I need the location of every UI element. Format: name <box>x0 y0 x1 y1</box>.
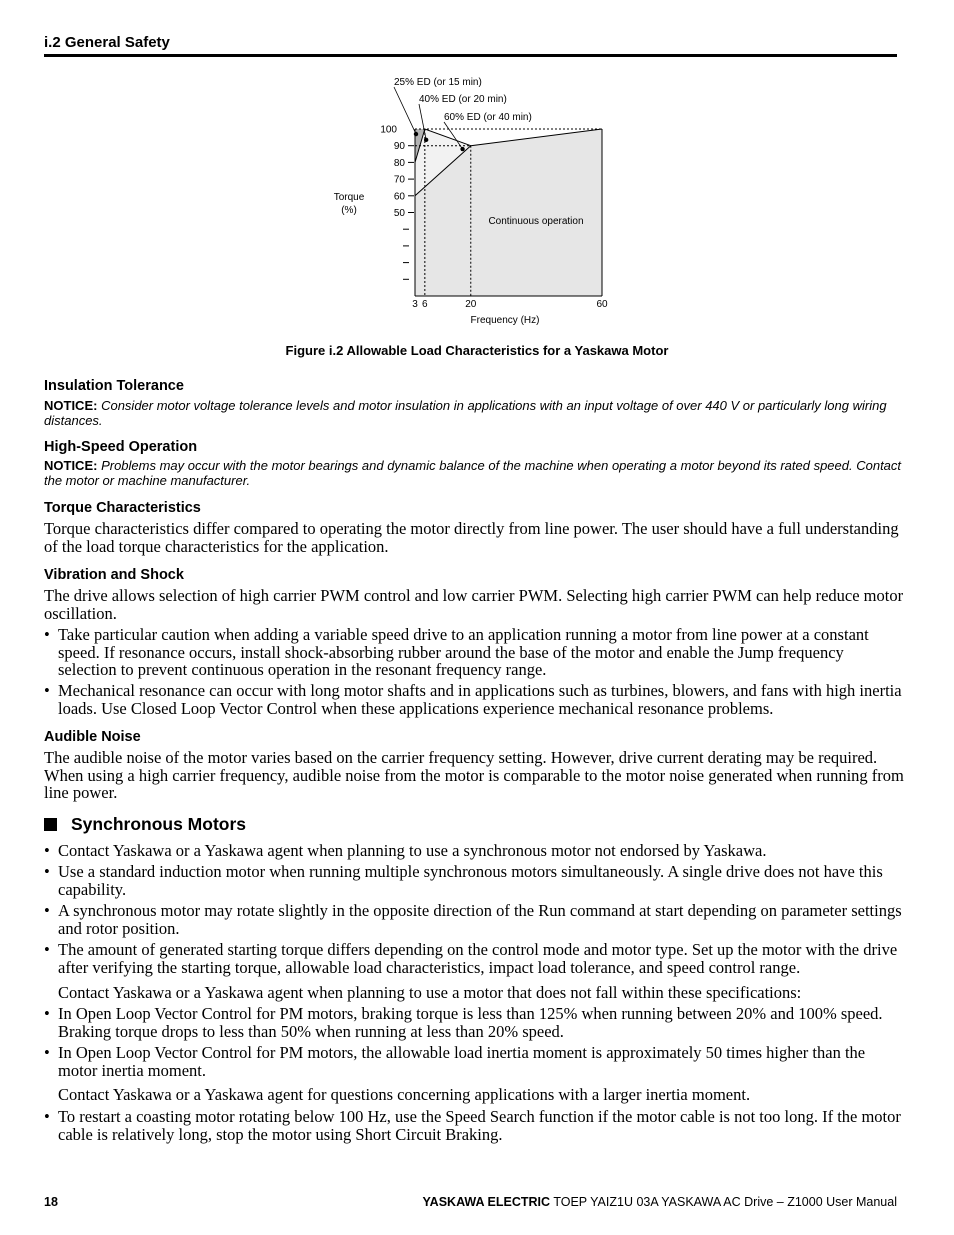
footer-brand: YASKAWA ELECTRIC <box>422 1195 551 1209</box>
x-tick-label: 3 <box>412 299 418 310</box>
sync-note: Contact Yaskawa or a Yaskawa agent for questions concerning applications with a larger inertia moment. <box>58 1085 751 1104</box>
notice-text: Consider motor voltage tolerance levels and motor insulation in applications with an input voltage of over 440 V or particularly long wiring distances. <box>44 398 887 428</box>
y-tick-label: 50 <box>393 208 405 219</box>
legend-25-label: 25% ED (or 15 min) <box>394 77 482 88</box>
y-axis-label-line1: Torque <box>333 192 365 203</box>
highspeed-notice <box>44 459 904 488</box>
sync-bullet: • A synchronous motor may rotate slightly in the opposite direction of the Run command at start depending on parameter settings and rotor position. <box>44 901 902 938</box>
synchronous-motors-heading: Synchronous Motors <box>44 814 246 835</box>
x-tick-label: 20 <box>465 299 477 310</box>
x-tick-label: 6 <box>422 299 428 310</box>
noise-heading: Audible Noise <box>44 729 141 745</box>
noise-text: The audible noise of the motor varies based on the carrier frequency setting. However, drive current derating may be required. When using a high carrier frequency, audible noise from the motor is comparable to the motor noise generated when running from line power. <box>44 748 904 803</box>
sync-bullet: • Use a standard induction motor when running multiple synchronous motors simultaneously. A single drive does not have this capability. <box>44 862 883 899</box>
highspeed-heading: High-Speed Operation <box>44 439 198 455</box>
figure-caption: Figure i.2 Allowable Load Characteristics for a Yaskawa Motor <box>285 343 669 358</box>
sync-bullet: • In Open Loop Vector Control for PM motors, the allowable load inertia moment is approximately 50 times higher than the motor inertia moment. <box>44 1043 866 1080</box>
torque-text: Torque characteristics differ compared to operating the motor directly from line power. The user should have a full understanding of the load torque characteristics for the application. <box>44 519 899 556</box>
sync-bullet: • In Open Loop Vector Control for PM motors, braking torque is less than 125% when running between 20% and 100% speed. Braking torque drops to less than 50% when running at less than 20% speed. <box>44 1004 883 1041</box>
sync-bullet: • To restart a coasting motor rotating below 100 Hz, use the Speed Search function if the motor cable is not too long. If the motor cable is relatively long, stop the motor using Short Circuit Braking. <box>44 1107 901 1144</box>
sync-bullet: • Contact Yaskawa or a Yaskawa agent when planning to use a synchronous motor not endorsed by Yaskawa. <box>44 841 767 860</box>
x-tick-label: 60 <box>596 299 608 310</box>
notice-text: Problems may occur with the motor bearings and dynamic balance of the machine when operating a motor beyond its rated speed. Contact the motor or machine manufacturer. <box>44 458 902 488</box>
torque-heading: Torque Characteristics <box>44 500 201 516</box>
vibration-bullet: • Mechanical resonance can occur with long motor shafts and in applications such as turbines, blowers, and fans with high inertia loads. Use Closed Loop Vector Control when these applications experience mechanical resonance problems. <box>44 681 902 718</box>
x-axis-label: Frequency (Hz) <box>470 315 540 326</box>
sync-note: Contact Yaskawa or a Yaskawa agent when planning to use a motor that does not fall within these specifications: <box>58 983 802 1002</box>
legend-leader-line <box>394 87 416 134</box>
section-title: i.2 General Safety <box>44 34 170 51</box>
y-tick-label: 70 <box>393 174 405 186</box>
vibration-heading: Vibration and Shock <box>44 567 184 583</box>
legend-60-label: 60% ED (or 40 min) <box>444 112 532 123</box>
sync-bullet: • The amount of generated starting torque differs depending on the control mode and motor type. Set up the motor with the drive after verifying the starting torque, allowable load characteristics, impact load tolerance, and speed control range. <box>44 940 898 977</box>
y-tick-label: 60 <box>393 191 405 203</box>
y-axis-label-line2: (%) <box>341 205 357 216</box>
insulation-heading: Insulation Tolerance <box>44 378 184 394</box>
y-tick-label: 90 <box>393 141 405 153</box>
insulation-notice <box>44 399 904 428</box>
page-number: 18 <box>44 1195 58 1209</box>
square-bullet-icon <box>44 818 57 831</box>
y-tick-label: 100 <box>380 124 397 136</box>
vibration-text: The drive allows selection of high carrier PWM control and low carrier PWM. Selecting high carrier PWM can help reduce motor oscillation. <box>44 586 904 623</box>
footer-text <box>422 1195 897 1209</box>
header-rule <box>44 54 897 57</box>
notice-label: NOTICE: <box>44 458 98 473</box>
vibration-bullet: • Take particular caution when adding a variable speed drive to an application running a motor from line power at a constant speed. If resonance occurs, install shock-absorbing rubber around the base of the motor and enable the Jump frequency selection to prevent continuous operation in the resonant frequency range. <box>44 625 869 680</box>
y-tick-label: 80 <box>393 157 405 169</box>
notice-label: NOTICE: <box>44 398 98 413</box>
legend-40-label: 40% ED (or 20 min) <box>419 94 507 105</box>
load-characteristics-chart <box>320 70 640 332</box>
footer-doc: TOEP YAIZ1U 03A YASKAWA AC Drive – Z1000 User Manual <box>553 1195 897 1209</box>
region-label: Continuous operation <box>488 216 584 227</box>
